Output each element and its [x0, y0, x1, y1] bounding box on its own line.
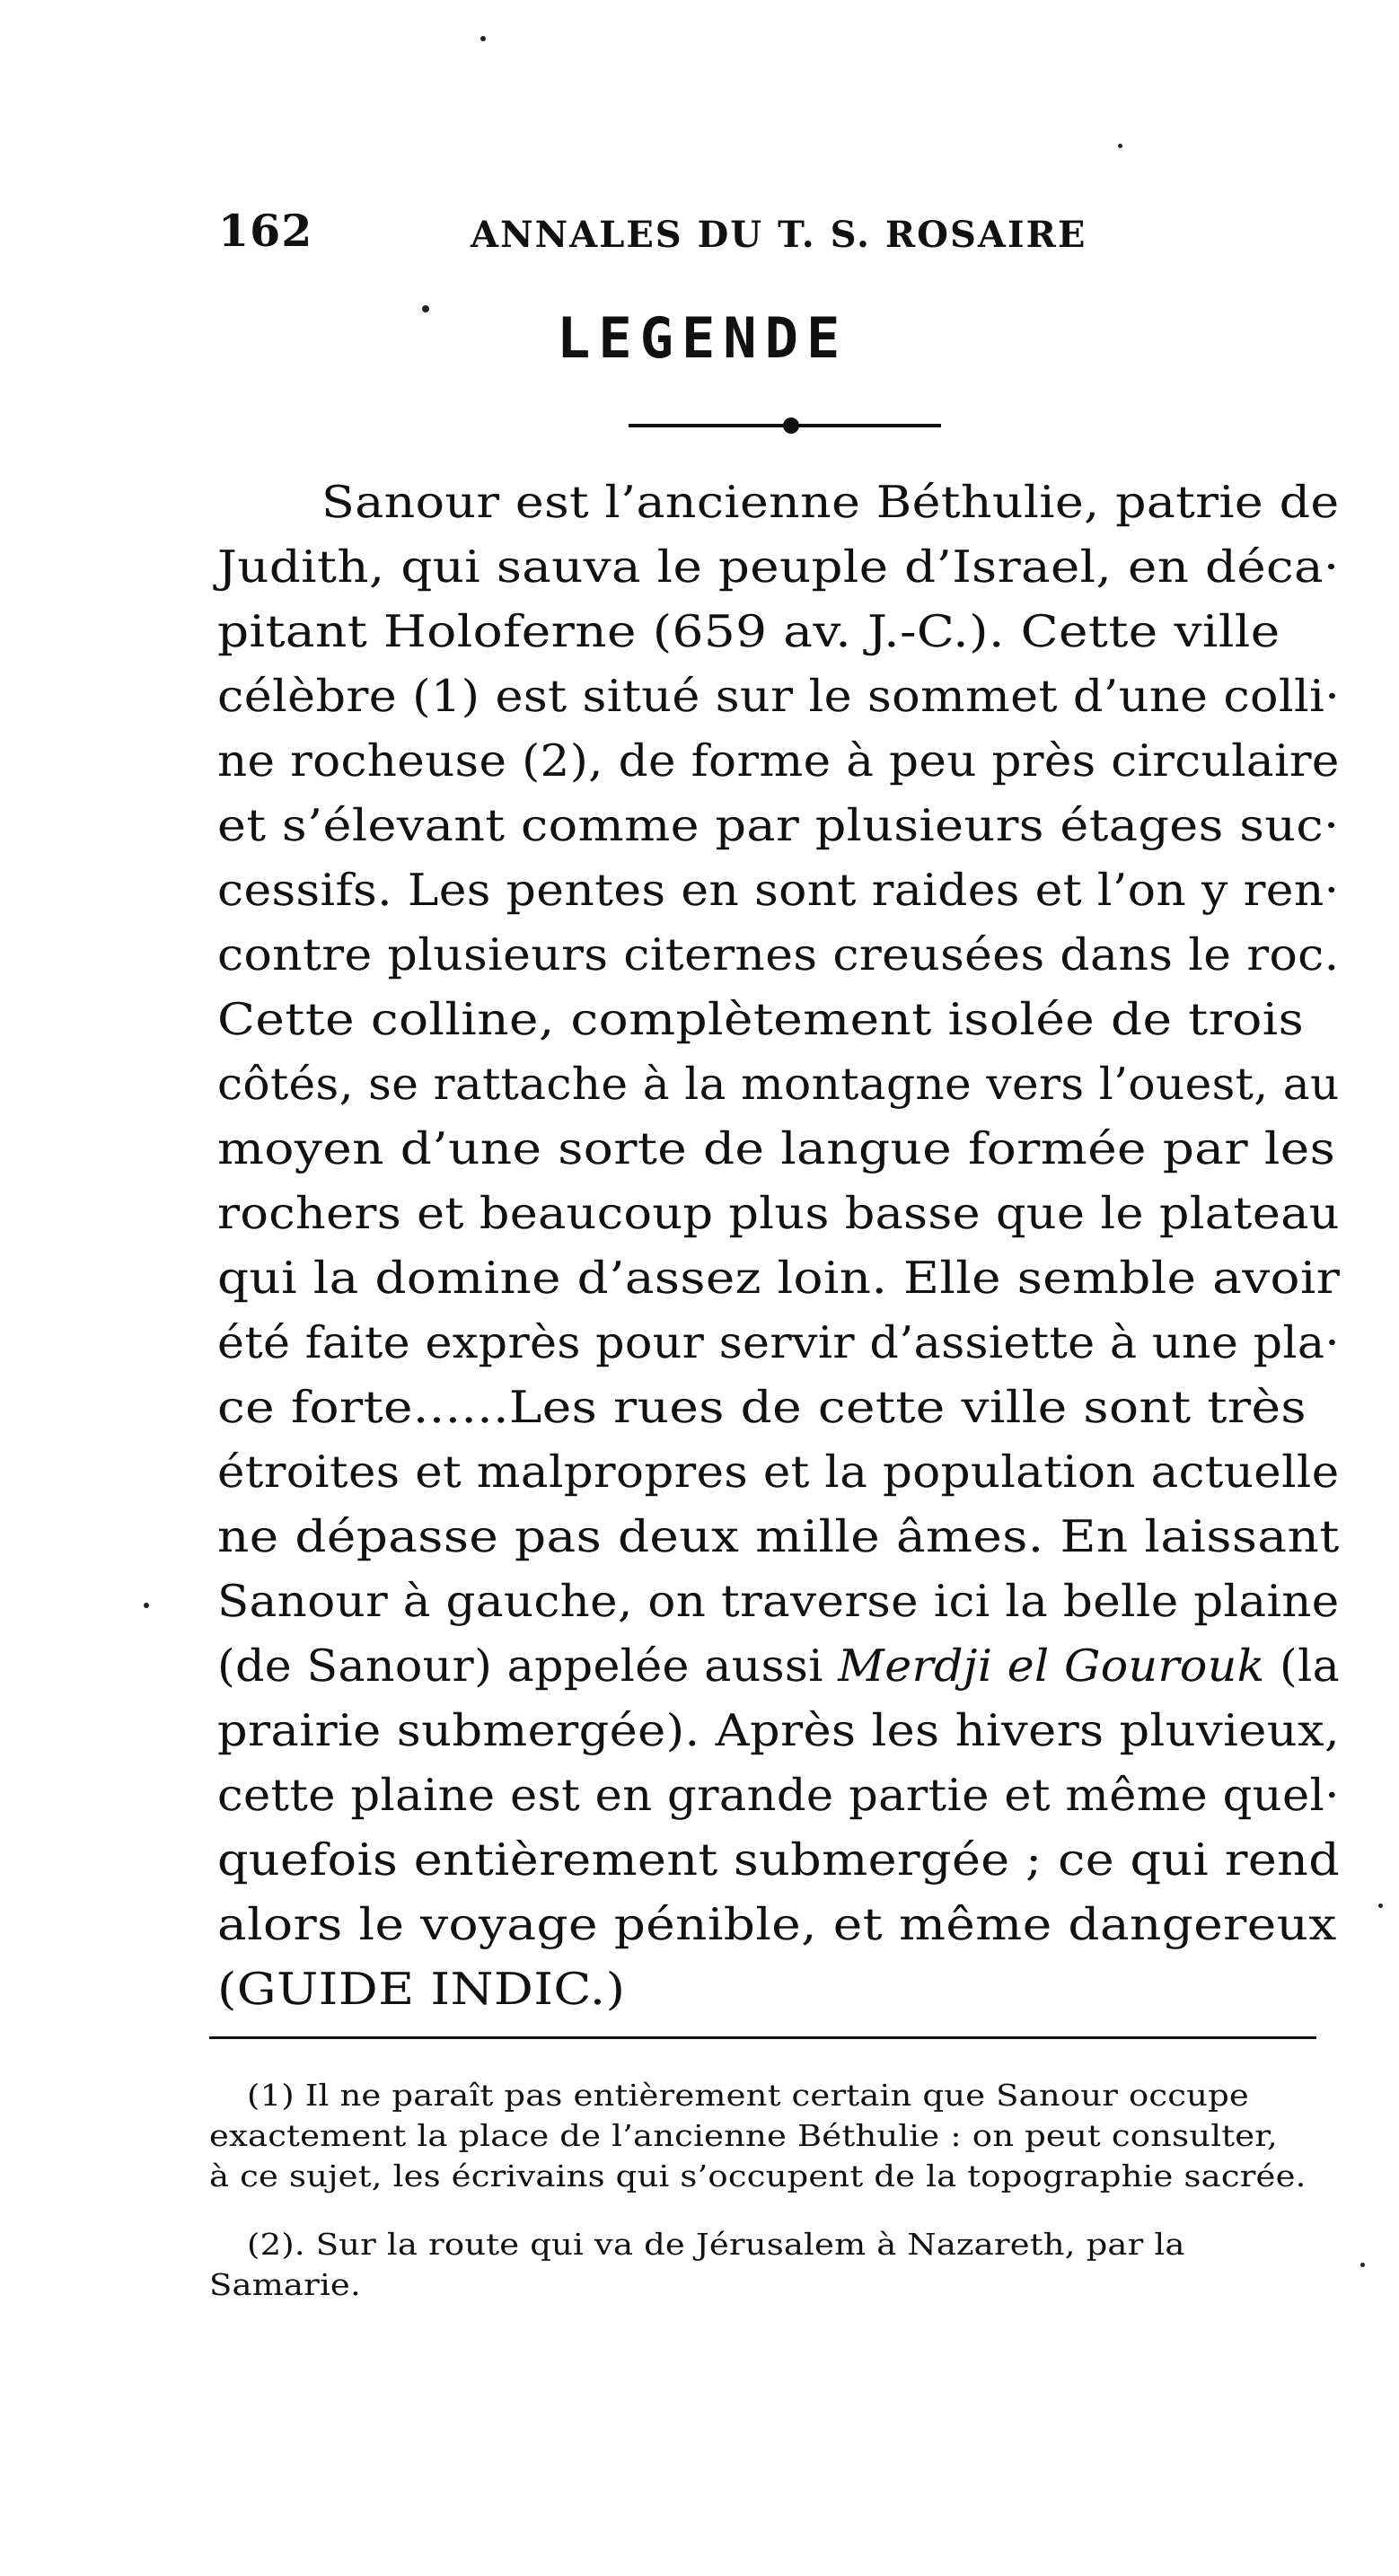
footnote-line: exactement la place de l’ancienne Béthulie : on peut consulter,	[209, 2118, 1278, 2153]
body-line: (GUIDE INDIC.)	[217, 1964, 626, 2015]
body-line: été faite exprès pour servir d’assiette à une pla·	[217, 1317, 1340, 1368]
body-line: Sanour à gauche, on traverse ici la belle plaine	[217, 1576, 1340, 1627]
body-line: Judith, qui sauva le peuple d’Israel, en déca·	[217, 541, 1340, 593]
footnote-line: à ce sujet, les écrivains qui s’occupent de la topographie sacrée.	[209, 2158, 1307, 2194]
footnote-line: (2). Sur la route qui va de Jérusalem à Nazareth, par la	[247, 2227, 1185, 2262]
body-line: cessifs. Les pentes en sont raides et l’on y ren·	[217, 865, 1340, 916]
body-line: qui la domine d’assez loin. Elle semble avoir	[217, 1253, 1341, 1304]
body-line: ne dépasse pas deux mille âmes. En laissant	[217, 1511, 1340, 1562]
body-line: (de Sanour) appelée aussi Merdji el Gourouk (la	[217, 1640, 1341, 1692]
body-line: et s’élevant comme par plusieurs étages suc·	[217, 800, 1340, 851]
footnote-line: (1) Il ne paraît pas entièrement certain que Sanour occupe	[247, 2078, 1249, 2113]
body-line: Sanour est l’ancienne Béthulie, patrie de	[321, 477, 1340, 528]
body-line: moyen d’une sorte de langue formée par les	[217, 1123, 1336, 1174]
section-title: LEGENDE	[557, 305, 849, 371]
page-number: 162	[218, 205, 313, 257]
body-line: pitant Holoferne (659 av. J.-C.). Cette ville	[217, 606, 1280, 657]
italic-phrase: Merdji el Gourouk	[838, 1640, 1265, 1692]
body-line: alors le voyage pénible, et même dangereux	[217, 1899, 1337, 1950]
body-line: Cette colline, complètement isolée de trois	[217, 994, 1305, 1045]
body-line: ne rocheuse (2), de forme à peu près circulaire	[217, 735, 1340, 787]
body-line: quefois entièrement submergée ; ce qui rend	[217, 1834, 1341, 1886]
running-title: ANNALES DU T. S. ROSAIRE	[471, 214, 1087, 256]
footnote-rule	[209, 2036, 1316, 2039]
body-line: contre plusieurs citernes creusées dans le roc.	[217, 929, 1340, 980]
body-line: côtés, se rattache à la montagne vers l’ouest, au	[217, 1059, 1340, 1110]
body-line: célèbre (1) est situé sur le sommet d’une colli·	[217, 671, 1341, 722]
body-line: étroites et malpropres et la population actuelle	[217, 1446, 1340, 1498]
body-line: ce forte......Les rues de cette ville sont très	[217, 1382, 1307, 1433]
body-line: prairie submergée). Après les hivers pluvieux,	[217, 1705, 1341, 1756]
body-line: cette plaine est en grande partie et même quel·	[217, 1770, 1340, 1821]
footnote-line: Samarie.	[209, 2267, 361, 2302]
body-line: rochers et beaucoup plus basse que le plateau	[217, 1188, 1340, 1239]
